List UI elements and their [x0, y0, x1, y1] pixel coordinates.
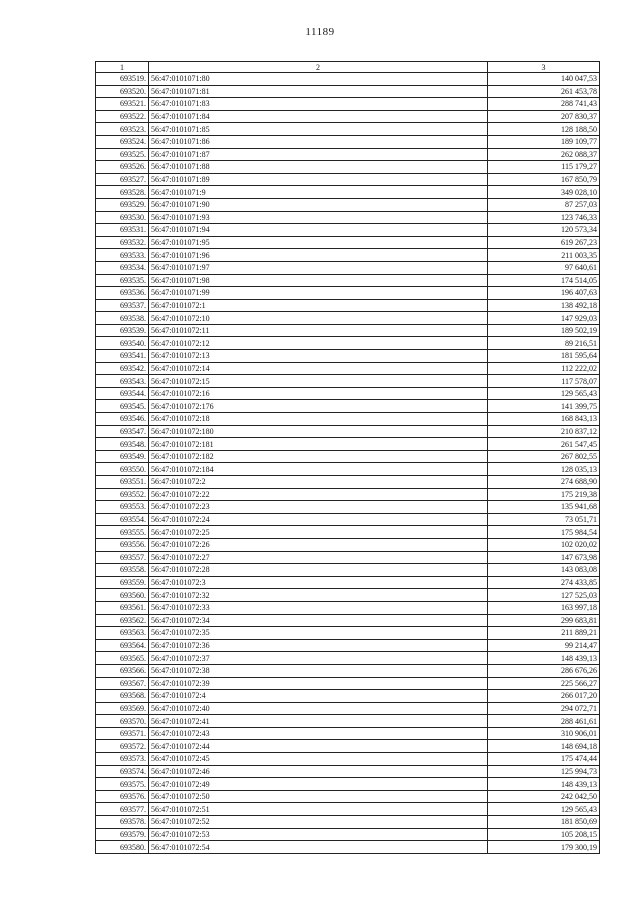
amount-cell: 148 694,18	[488, 740, 600, 753]
row-number-cell: 693554.	[96, 513, 149, 526]
table-row	[96, 123, 600, 136]
row-number-cell: 693573.	[96, 753, 149, 766]
row-number-cell: 693535.	[96, 274, 149, 287]
amount-cell: 168 843,13	[488, 413, 600, 426]
amount-cell: 211 889,21	[488, 627, 600, 640]
cadastral-code-cell: 56:47:0101071:98	[149, 274, 488, 287]
cadastral-code-cell: 56:47:0101072:35	[149, 627, 488, 640]
cadastral-code-cell: 56:47:0101071:94	[149, 224, 488, 237]
cadastral-code-cell: 56:47:0101072:28	[149, 564, 488, 577]
cadastral-code-cell: 56:47:0101071:80	[149, 73, 488, 86]
row-number-cell: 693540.	[96, 337, 149, 350]
amount-cell: 274 433,85	[488, 576, 600, 589]
amount-cell: 163 997,18	[488, 601, 600, 614]
row-number-cell: 693526.	[96, 161, 149, 174]
table-row	[96, 589, 600, 602]
cadastral-code-cell: 56:47:0101072:26	[149, 538, 488, 551]
amount-cell: 141 399,75	[488, 400, 600, 413]
cadastral-code-cell: 56:47:0101072:51	[149, 803, 488, 816]
cadastral-code-cell: 56:47:0101072:32	[149, 589, 488, 602]
data-table-container	[95, 61, 600, 854]
table-row	[96, 413, 600, 426]
cadastral-code-cell: 56:47:0101071:89	[149, 173, 488, 186]
amount-cell: 123 746,33	[488, 211, 600, 224]
table-row	[96, 400, 600, 413]
amount-cell: 148 439,13	[488, 778, 600, 791]
amount-cell: 189 109,77	[488, 135, 600, 148]
table-header-row	[96, 62, 600, 73]
row-number-cell: 693568.	[96, 690, 149, 703]
amount-cell: 266 017,20	[488, 690, 600, 703]
row-number-cell: 693563.	[96, 627, 149, 640]
row-number-cell: 693552.	[96, 488, 149, 501]
amount-cell: 211 003,35	[488, 249, 600, 262]
table-row	[96, 274, 600, 287]
amount-cell: 125 994,73	[488, 765, 600, 778]
table-row	[96, 513, 600, 526]
table-row	[96, 727, 600, 740]
amount-cell: 148 439,13	[488, 652, 600, 665]
cadastral-code-cell: 56:47:0101071:85	[149, 123, 488, 136]
cadastral-code-cell: 56:47:0101072:52	[149, 816, 488, 829]
amount-cell: 310 906,01	[488, 727, 600, 740]
row-number-cell: 693564.	[96, 639, 149, 652]
amount-cell: 267 802,55	[488, 450, 600, 463]
table-row	[96, 148, 600, 161]
row-number-cell: 693549.	[96, 450, 149, 463]
amount-cell: 129 565,43	[488, 803, 600, 816]
row-number-cell: 693551.	[96, 476, 149, 489]
table-row	[96, 110, 600, 123]
amount-cell: 181 850,69	[488, 816, 600, 829]
cadastral-code-cell: 56:47:0101072:2	[149, 476, 488, 489]
cadastral-code-cell: 56:47:0101072:181	[149, 438, 488, 451]
row-number-cell: 693566.	[96, 664, 149, 677]
cadastral-code-cell: 56:47:0101072:22	[149, 488, 488, 501]
amount-cell: 73 051,71	[488, 513, 600, 526]
cadastral-code-cell: 56:47:0101072:38	[149, 664, 488, 677]
amount-cell: 175 984,54	[488, 526, 600, 539]
row-number-cell: 693548.	[96, 438, 149, 451]
row-number-cell: 693524.	[96, 135, 149, 148]
table-row	[96, 236, 600, 249]
row-number-cell: 693543.	[96, 375, 149, 388]
table-row	[96, 85, 600, 98]
cadastral-code-cell: 56:47:0101071:96	[149, 249, 488, 262]
row-number-cell: 693537.	[96, 299, 149, 312]
table-row	[96, 173, 600, 186]
table-row	[96, 816, 600, 829]
amount-cell: 207 830,37	[488, 110, 600, 123]
table-row	[96, 627, 600, 640]
table-row	[96, 564, 600, 577]
cadastral-code-cell: 56:47:0101072:36	[149, 639, 488, 652]
row-number-cell: 693555.	[96, 526, 149, 539]
amount-cell: 102 020,02	[488, 538, 600, 551]
row-number-cell: 693542.	[96, 362, 149, 375]
row-number-cell: 693544.	[96, 387, 149, 400]
amount-cell: 174 514,05	[488, 274, 600, 287]
row-number-cell: 693546.	[96, 413, 149, 426]
row-number-cell: 693529.	[96, 198, 149, 211]
table-row	[96, 551, 600, 564]
cadastral-code-cell: 56:47:0101071:90	[149, 198, 488, 211]
table-row	[96, 753, 600, 766]
row-number-cell: 693531.	[96, 224, 149, 237]
table-row	[96, 425, 600, 438]
row-number-cell: 693578.	[96, 816, 149, 829]
table-row	[96, 299, 600, 312]
cadastral-code-cell: 56:47:0101072:15	[149, 375, 488, 388]
cadastral-code-cell: 56:47:0101072:39	[149, 677, 488, 690]
cadastral-code-cell: 56:47:0101072:49	[149, 778, 488, 791]
table-row	[96, 639, 600, 652]
row-number-cell: 693569.	[96, 702, 149, 715]
amount-cell: 167 850,79	[488, 173, 600, 186]
amount-cell: 619 267,23	[488, 236, 600, 249]
amount-cell: 179 300,19	[488, 841, 600, 854]
amount-cell: 129 565,43	[488, 387, 600, 400]
amount-cell: 128 035,13	[488, 463, 600, 476]
cadastral-code-cell: 56:47:0101072:41	[149, 715, 488, 728]
amount-cell: 147 929,03	[488, 312, 600, 325]
row-number-cell: 693550.	[96, 463, 149, 476]
row-number-cell: 693575.	[96, 778, 149, 791]
row-number-cell: 693532.	[96, 236, 149, 249]
row-number-cell: 693559.	[96, 576, 149, 589]
row-number-cell: 693522.	[96, 110, 149, 123]
row-number-cell: 693528.	[96, 186, 149, 199]
row-number-cell: 693519.	[96, 73, 149, 86]
data-table	[95, 61, 600, 854]
row-number-cell: 693521.	[96, 98, 149, 111]
amount-cell: 138 492,18	[488, 299, 600, 312]
row-number-cell: 693539.	[96, 324, 149, 337]
row-number-cell: 693533.	[96, 249, 149, 262]
cadastral-code-cell: 56:47:0101071:87	[149, 148, 488, 161]
cadastral-code-cell: 56:47:0101072:11	[149, 324, 488, 337]
amount-cell: 225 566,27	[488, 677, 600, 690]
amount-cell: 112 222,02	[488, 362, 600, 375]
cadastral-code-cell: 56:47:0101072:182	[149, 450, 488, 463]
row-number-cell: 693565.	[96, 652, 149, 665]
table-row	[96, 438, 600, 451]
table-row	[96, 690, 600, 703]
amount-cell: 87 257,03	[488, 198, 600, 211]
table-row	[96, 740, 600, 753]
cadastral-code-cell: 56:47:0101072:37	[149, 652, 488, 665]
cadastral-code-cell: 56:47:0101072:27	[149, 551, 488, 564]
row-number-cell: 693580.	[96, 841, 149, 854]
amount-cell: 147 673,98	[488, 551, 600, 564]
amount-cell: 261 547,45	[488, 438, 600, 451]
cadastral-code-cell: 56:47:0101072:34	[149, 614, 488, 627]
row-number-cell: 693547.	[96, 425, 149, 438]
cadastral-code-cell: 56:47:0101072:3	[149, 576, 488, 589]
amount-cell: 189 502,19	[488, 324, 600, 337]
table-row	[96, 463, 600, 476]
table-row	[96, 287, 600, 300]
table-row	[96, 324, 600, 337]
cadastral-code-cell: 56:47:0101071:93	[149, 211, 488, 224]
cadastral-code-cell: 56:47:0101072:13	[149, 350, 488, 363]
cadastral-code-cell: 56:47:0101072:53	[149, 828, 488, 841]
row-number-cell: 693545.	[96, 400, 149, 413]
table-row	[96, 387, 600, 400]
cadastral-code-cell: 56:47:0101072:14	[149, 362, 488, 375]
cadastral-code-cell: 56:47:0101072:10	[149, 312, 488, 325]
row-number-cell: 693520.	[96, 85, 149, 98]
amount-cell: 242 042,50	[488, 790, 600, 803]
row-number-cell: 693527.	[96, 173, 149, 186]
amount-cell: 140 047,53	[488, 73, 600, 86]
row-number-cell: 693572.	[96, 740, 149, 753]
row-number-cell: 693562.	[96, 614, 149, 627]
row-number-cell: 693557.	[96, 551, 149, 564]
amount-cell: 143 083,08	[488, 564, 600, 577]
row-number-cell: 693567.	[96, 677, 149, 690]
column-header-cadastral-code: 2	[149, 62, 488, 73]
table-row	[96, 261, 600, 274]
table-row	[96, 538, 600, 551]
amount-cell: 127 525,03	[488, 589, 600, 602]
cadastral-code-cell: 56:47:0101072:176	[149, 400, 488, 413]
table-row	[96, 526, 600, 539]
cadastral-code-cell: 56:47:0101071:97	[149, 261, 488, 274]
amount-cell: 274 688,90	[488, 476, 600, 489]
amount-cell: 210 837,12	[488, 425, 600, 438]
row-number-cell: 693571.	[96, 727, 149, 740]
table-row	[96, 501, 600, 514]
table-row	[96, 576, 600, 589]
row-number-cell: 693558.	[96, 564, 149, 577]
cadastral-code-cell: 56:47:0101072:184	[149, 463, 488, 476]
table-row	[96, 73, 600, 86]
row-number-cell: 693530.	[96, 211, 149, 224]
amount-cell: 294 072,71	[488, 702, 600, 715]
cadastral-code-cell: 56:47:0101071:86	[149, 135, 488, 148]
cadastral-code-cell: 56:47:0101072:24	[149, 513, 488, 526]
table-row	[96, 841, 600, 854]
amount-cell: 349 028,10	[488, 186, 600, 199]
table-row	[96, 803, 600, 816]
table-row	[96, 337, 600, 350]
amount-cell: 120 573,34	[488, 224, 600, 237]
row-number-cell: 693525.	[96, 148, 149, 161]
row-number-cell: 693561.	[96, 601, 149, 614]
row-number-cell: 693574.	[96, 765, 149, 778]
table-row	[96, 652, 600, 665]
cadastral-code-cell: 56:47:0101072:180	[149, 425, 488, 438]
row-number-cell: 693556.	[96, 538, 149, 551]
cadastral-code-cell: 56:47:0101072:40	[149, 702, 488, 715]
table-row	[96, 614, 600, 627]
table-row	[96, 488, 600, 501]
table-row	[96, 790, 600, 803]
amount-cell: 135 941,68	[488, 501, 600, 514]
amount-cell: 117 578,07	[488, 375, 600, 388]
amount-cell: 299 683,81	[488, 614, 600, 627]
amount-cell: 89 216,51	[488, 337, 600, 350]
amount-cell: 175 474,44	[488, 753, 600, 766]
table-row	[96, 198, 600, 211]
row-number-cell: 693570.	[96, 715, 149, 728]
table-row	[96, 312, 600, 325]
cadastral-code-cell: 56:47:0101071:9	[149, 186, 488, 199]
cadastral-code-cell: 56:47:0101072:44	[149, 740, 488, 753]
row-number-cell: 693576.	[96, 790, 149, 803]
amount-cell: 288 461,61	[488, 715, 600, 728]
cadastral-code-cell: 56:47:0101072:4	[149, 690, 488, 703]
row-number-cell: 693536.	[96, 287, 149, 300]
cadastral-code-cell: 56:47:0101072:33	[149, 601, 488, 614]
amount-cell: 175 219,38	[488, 488, 600, 501]
table-row	[96, 249, 600, 262]
amount-cell: 196 407,63	[488, 287, 600, 300]
cadastral-code-cell: 56:47:0101072:45	[149, 753, 488, 766]
cadastral-code-cell: 56:47:0101071:88	[149, 161, 488, 174]
cadastral-code-cell: 56:47:0101072:46	[149, 765, 488, 778]
amount-cell: 181 595,64	[488, 350, 600, 363]
cadastral-code-cell: 56:47:0101071:99	[149, 287, 488, 300]
table-row	[96, 778, 600, 791]
amount-cell: 115 179,27	[488, 161, 600, 174]
cadastral-code-cell: 56:47:0101072:25	[149, 526, 488, 539]
cadastral-code-cell: 56:47:0101071:84	[149, 110, 488, 123]
table-row	[96, 375, 600, 388]
cadastral-code-cell: 56:47:0101072:1	[149, 299, 488, 312]
row-number-cell: 693541.	[96, 350, 149, 363]
amount-cell: 261 453,78	[488, 85, 600, 98]
cadastral-code-cell: 56:47:0101071:81	[149, 85, 488, 98]
cadastral-code-cell: 56:47:0101071:83	[149, 98, 488, 111]
cadastral-code-cell: 56:47:0101072:23	[149, 501, 488, 514]
table-row	[96, 362, 600, 375]
table-row	[96, 224, 600, 237]
amount-cell: 286 676,26	[488, 664, 600, 677]
table-row	[96, 601, 600, 614]
cadastral-code-cell: 56:47:0101072:54	[149, 841, 488, 854]
row-number-cell: 693579.	[96, 828, 149, 841]
table-row	[96, 677, 600, 690]
column-header-number: 1	[96, 62, 149, 73]
table-row	[96, 664, 600, 677]
table-row	[96, 450, 600, 463]
cadastral-code-cell: 56:47:0101072:43	[149, 727, 488, 740]
table-row	[96, 211, 600, 224]
amount-cell: 97 640,61	[488, 261, 600, 274]
table-row	[96, 828, 600, 841]
row-number-cell: 693534.	[96, 261, 149, 274]
cadastral-code-cell: 56:47:0101072:50	[149, 790, 488, 803]
table-body	[96, 62, 600, 854]
row-number-cell: 693577.	[96, 803, 149, 816]
table-row	[96, 135, 600, 148]
table-row	[96, 98, 600, 111]
cadastral-code-cell: 56:47:0101072:18	[149, 413, 488, 426]
amount-cell: 105 208,15	[488, 828, 600, 841]
row-number-cell: 693523.	[96, 123, 149, 136]
amount-cell: 99 214,47	[488, 639, 600, 652]
table-row	[96, 476, 600, 489]
cadastral-code-cell: 56:47:0101072:12	[149, 337, 488, 350]
amount-cell: 262 088,37	[488, 148, 600, 161]
table-row	[96, 702, 600, 715]
page-number: 11189	[305, 26, 335, 38]
cadastral-code-cell: 56:47:0101071:95	[149, 236, 488, 249]
table-row	[96, 161, 600, 174]
cadastral-code-cell: 56:47:0101072:16	[149, 387, 488, 400]
amount-cell: 128 188,50	[488, 123, 600, 136]
row-number-cell: 693560.	[96, 589, 149, 602]
amount-cell: 288 741,43	[488, 98, 600, 111]
row-number-cell: 693538.	[96, 312, 149, 325]
row-number-cell: 693553.	[96, 501, 149, 514]
table-row	[96, 186, 600, 199]
column-header-amount: 3	[488, 62, 600, 73]
table-row	[96, 350, 600, 363]
table-row	[96, 715, 600, 728]
table-row	[96, 765, 600, 778]
